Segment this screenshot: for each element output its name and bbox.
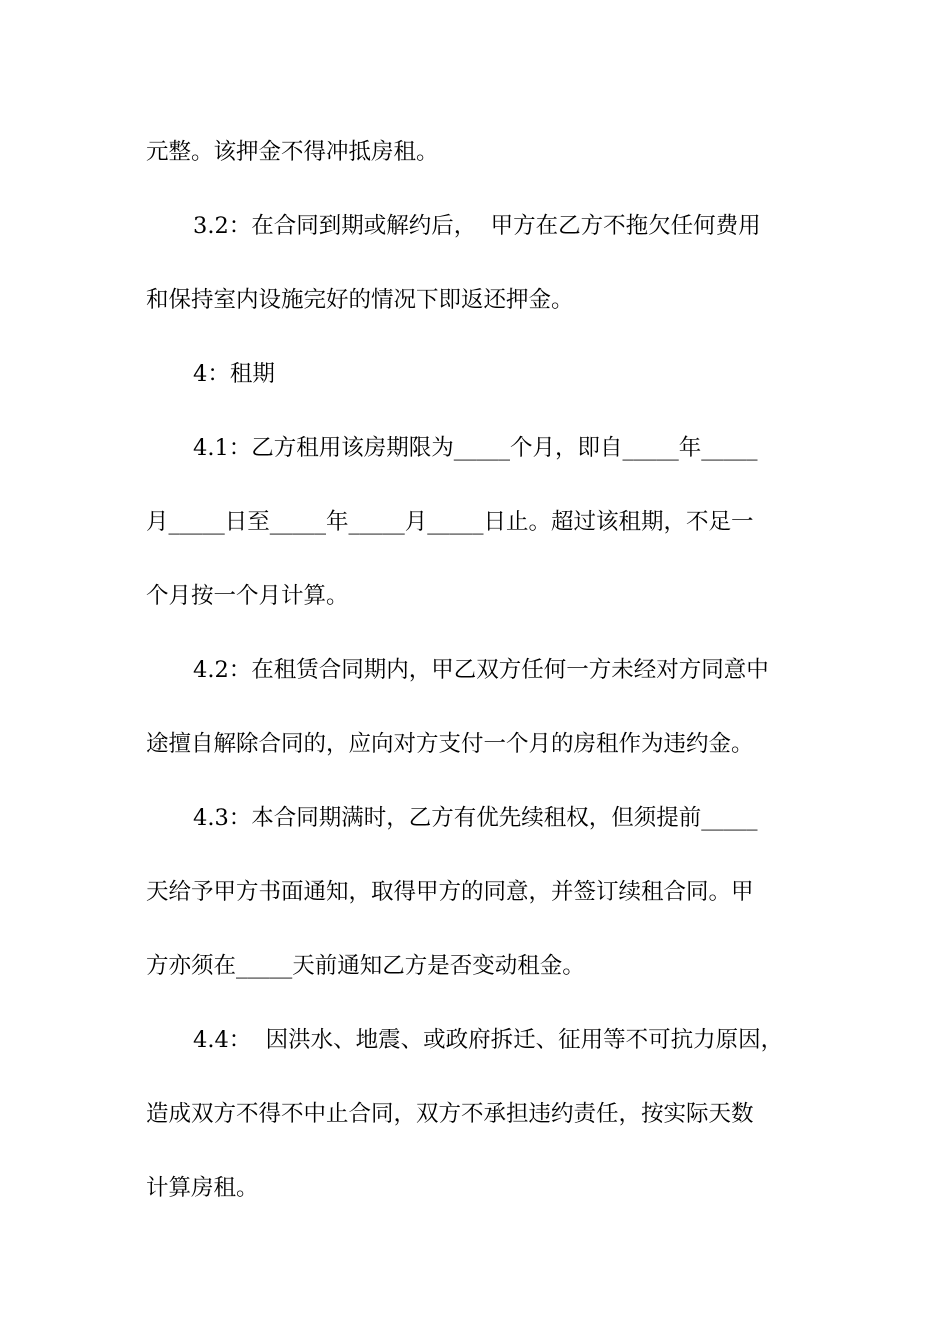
paragraph-line: 方亦须在_____天前通知乙方是否变动租金。 [146, 953, 585, 979]
paragraph-line: 元整。该押金不得冲抵房租。 [146, 139, 439, 165]
paragraph-line: 天给予甲方书面通知，取得甲方的同意，并签订续租合同。甲 [146, 879, 754, 905]
clause-4-4-line: 4.4： 因洪水、地震、或政府拆迁、征用等不可抗力原因， [193, 1027, 784, 1053]
clause-3-2-heading-line: 3.2：在合同到期或解约后， 甲方在乙方不拖欠任何费用 [193, 213, 761, 239]
clause-4-3-line: 4.3：本合同期满时，乙方有优先续租权，但须提前_____ [193, 805, 758, 831]
paragraph-line: 月_____日至_____年_____月_____日止。超过该租期，不足一 [146, 509, 754, 535]
clause-4-1-line: 4.1：乙方租用该房期限为_____个月，即自_____年_____ [193, 435, 758, 461]
paragraph-line: 造成双方不得不中止合同，双方不承担违约责任，按实际天数 [146, 1101, 754, 1127]
paragraph-line: 途擅自解除合同的，应向对方支付一个月的房租作为违约金。 [146, 731, 754, 757]
paragraph-line: 计算房租。 [146, 1175, 259, 1201]
clause-4-2-line: 4.2：在租赁合同期内，甲乙双方任何一方未经对方同意中 [193, 657, 769, 683]
paragraph-line: 和保持室内设施完好的情况下即返还押金。 [146, 287, 574, 313]
paragraph-line: 个月按一个月计算。 [146, 583, 349, 609]
section-4-heading: 4：租期 [193, 361, 275, 387]
